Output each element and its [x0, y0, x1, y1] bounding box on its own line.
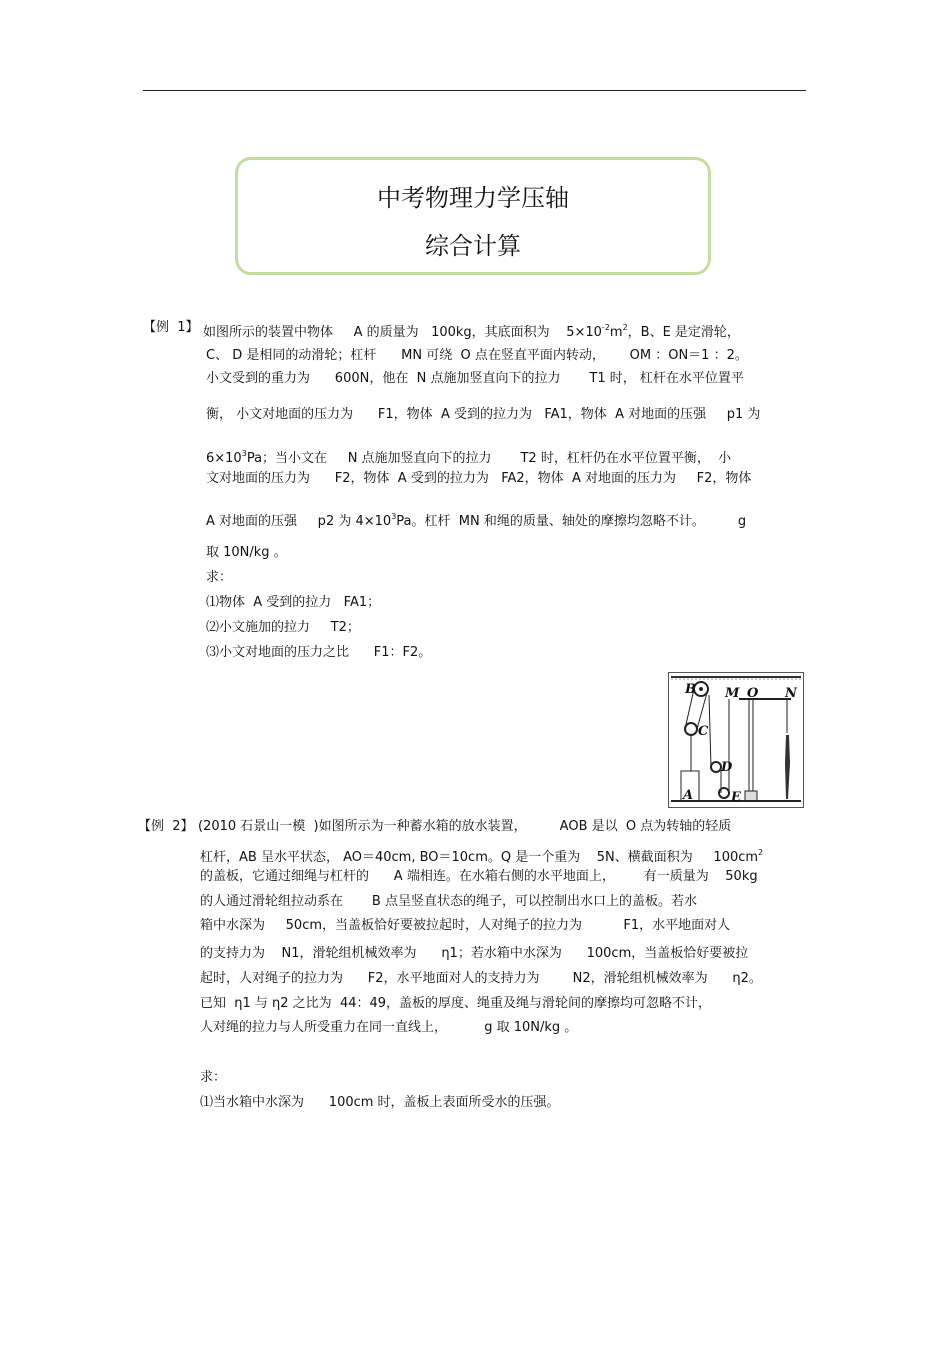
example1-question2: ⑵小文施加的拉力 T2；: [206, 620, 360, 635]
label-d: D: [721, 760, 733, 775]
example2-line9: 人对绳的拉力与人所受重力在同一直线上， g 取 10N/kg 。: [200, 1020, 578, 1035]
example1-question1: ⑴物体 A 受到的拉力 FA1；: [206, 595, 381, 610]
figure-svg: [669, 673, 803, 807]
label-a: A: [683, 788, 694, 803]
example2-tag: 【例 2】: [138, 819, 194, 834]
example2-line5: 箱中水深为 50cm，当盖板恰好要被拉起时，人对绳子的拉力为 F1，水平地面对人: [200, 918, 731, 933]
pulley-c: [685, 723, 697, 735]
example2-line6: 的支持力为 N1，滑轮组机械效率为 η1；若水箱中水深为 100cm，当盖板恰好要被拉: [200, 946, 749, 961]
label-n: N: [785, 686, 797, 701]
label-b: B: [685, 682, 696, 697]
example1-line7: A 对地面的压强 p2 为 $4\times 10^3Pa$。杠杆 MN 和绳的质量、轴处的摩擦均忽略不计。 g: [206, 512, 747, 529]
example2-line1: (2010 石景山一模 )如图所示为一种蓄水箱的放水装置， AOB 是以 O 点为转轴的轻质: [198, 819, 732, 834]
example1-tag: 【例 1】: [143, 320, 199, 335]
example2-line7: 起时，人对绳子的拉力为 F2，水平地面对人的支持力为 N2，滑轮组机械效率为 η2。: [200, 971, 762, 986]
example1-line1: 如图所示的装置中物体 A 的质量为 100kg，其底面积为 $5\times 10^{-2}m^2$，B、E 是定滑轮，: [203, 323, 740, 340]
label-c: C: [698, 724, 709, 739]
example2-question-label: 求：: [200, 1070, 227, 1085]
example1-question3: ⑶小文对地面的压力之比 F1：F2。: [206, 645, 432, 660]
title-box: [235, 157, 711, 275]
page-subtitle: 综合计算: [425, 232, 521, 260]
header-rule: [143, 90, 806, 91]
example1-line5: $6\times 10^3Pa$；当小文在 N 点施加竖直向下的拉力 T2 时，杠杆仍在水平位置平衡， 小: [206, 449, 732, 466]
example1-question-label: 求：: [206, 570, 233, 585]
label-o: O: [747, 686, 759, 701]
label-e: E: [731, 790, 741, 805]
label-m: M: [725, 686, 740, 701]
example1-line3: 小文受到的重力为 600N，他在 N 点施加竖直向下的拉力 T1 时， 杠杆在水平位置平: [206, 371, 744, 386]
example1-line4: 衡， 小文对地面的压力为 F1，物体 A 受到的拉力为 FA1，物体 A 对地面的压强 p1 为: [206, 407, 761, 422]
person: [785, 735, 790, 799]
example1-line2: C、 D 是相同的动滑轮；杠杆 MN 可绕 O 点在竖直平面内转动， OM ：ON＝1 ：2。: [206, 348, 748, 363]
page-title: 中考物理力学压轴: [377, 184, 569, 212]
example2-line2: 杠杆，AB 呈水平状态， AO＝40cm, BO＝10cm。Q 是一个重为 5N、横截面积为 $100cm^2$: [200, 848, 764, 865]
example2-question1: ⑴当水箱中水深为 100cm 时，盖板上表面所受水的压强。: [200, 1095, 560, 1110]
pulley-d: [711, 762, 721, 772]
example1-line6: 文对地面的压力为 F2，物体 A 受到的拉力为 FA2，物体 A 对地面的压力为 F2，物体: [206, 471, 752, 486]
pulley-lever-figure: [668, 672, 804, 808]
example2-line8: 已知 η1 与 η2 之比为 44：49，盖板的厚度、绳重及绳与滑轮间的摩擦均可忽略不计，: [200, 996, 712, 1011]
example1-line8: 取 10N/kg 。: [206, 545, 287, 560]
example2-line3: 的盖板，它通过细绳与杠杆的 A 端相连。在水箱右侧的水平地面上， 有一质量为 50kg: [200, 869, 758, 884]
example2-line4: 的人通过滑轮组拉动系在 B 点呈竖直状态的绳子，可以控制出水口上的盖板。若水: [200, 894, 697, 909]
